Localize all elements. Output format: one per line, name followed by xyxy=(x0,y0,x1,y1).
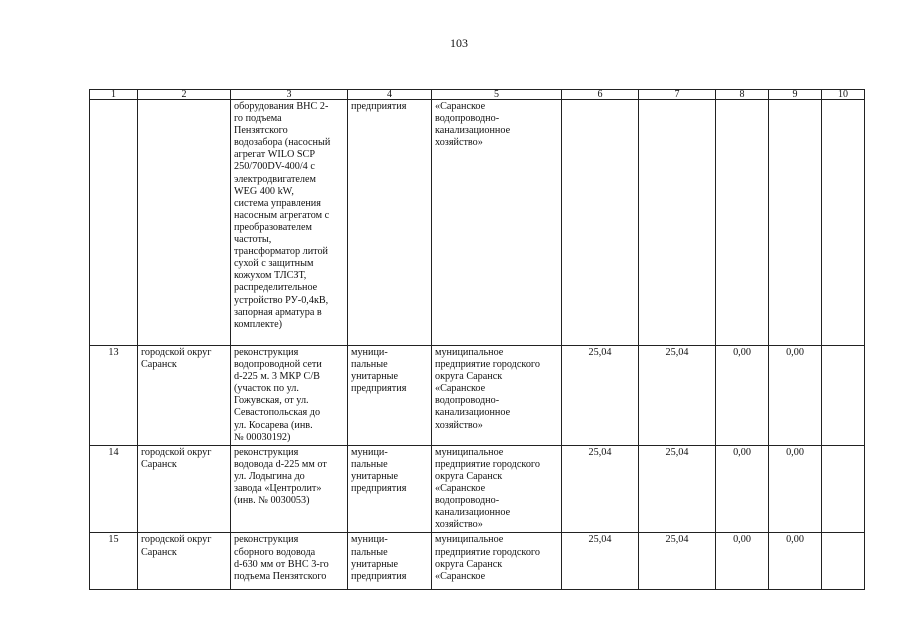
organization-cell: «Саранское водопроводно- канализационное хозяйство» xyxy=(432,100,562,346)
value-cell-7: 25,04 xyxy=(639,533,716,590)
column-number: 4 xyxy=(348,90,432,100)
column-number: 6 xyxy=(562,90,639,100)
value-cell-6: 25,04 xyxy=(562,533,639,590)
column-number: 8 xyxy=(716,90,769,100)
column-number: 3 xyxy=(231,90,348,100)
investment-table xyxy=(89,89,865,590)
column-number: 9 xyxy=(769,90,822,100)
territory-cell: городской округ Саранск xyxy=(138,445,231,533)
object-cell: реконструкция водовода d-225 мм от ул. Лодыгина до завода «Центролит» (инв. № 0030053) xyxy=(231,445,348,533)
page-number: 103 xyxy=(450,36,468,50)
organization-cell: муниципальное предприятие городского округа Саранск «Саранское водопроводно- канализационное хозяйство» xyxy=(432,445,562,533)
owner-type-cell: муници- пальные унитарные предприятия xyxy=(348,533,432,590)
value-cell-7 xyxy=(639,100,716,346)
owner-type-cell: предприятия xyxy=(348,100,432,346)
value-cell-6 xyxy=(562,100,639,346)
territory-cell: городской округ Саранск xyxy=(138,533,231,590)
value-cell-6: 25,04 xyxy=(562,346,639,446)
value-cell-10 xyxy=(822,346,865,446)
object-cell: реконструкция водопроводной сети d-225 м. 3 МКР С/В (участок по ул. Гожувская, от ул. Севастопольская до ул. Косарева (инв. № 00030192) xyxy=(231,346,348,446)
value-cell-8 xyxy=(716,100,769,346)
column-number: 5 xyxy=(432,90,562,100)
territory-cell xyxy=(138,100,231,346)
value-cell-10 xyxy=(822,100,865,346)
value-cell-8: 0,00 xyxy=(716,346,769,446)
table-row xyxy=(90,445,865,533)
row-number-cell: 13 xyxy=(90,346,138,446)
column-number: 7 xyxy=(639,90,716,100)
column-number: 10 xyxy=(822,90,865,100)
value-cell-9: 0,00 xyxy=(769,346,822,446)
value-cell-7: 25,04 xyxy=(639,346,716,446)
owner-type-cell: муници- пальные унитарные предприятия xyxy=(348,445,432,533)
value-cell-8: 0,00 xyxy=(716,533,769,590)
column-number-row xyxy=(90,90,865,100)
value-cell-8: 0,00 xyxy=(716,445,769,533)
value-cell-6: 25,04 xyxy=(562,445,639,533)
column-number: 1 xyxy=(90,90,138,100)
object-cell: реконструкция сборного водовода d-630 мм от ВНС 3-го подъема Пензятского xyxy=(231,533,348,590)
object-cell: оборудования ВНС 2- го подъема Пензятского водозабора (насосный агрегат WILO SCP 250/700DV-400/4 с электродвигателем WEG 400 kW, система управления насосным агрегатом с преобразователем частоты, трансформатор литой сухой с защитным кожухом ТЛСЗТ, распределительное устройство РУ-0,4кВ, запорная арматура в комплекте) xyxy=(231,100,348,346)
territory-cell: городской округ Саранск xyxy=(138,346,231,446)
row-number-cell: 15 xyxy=(90,533,138,590)
column-number: 2 xyxy=(138,90,231,100)
owner-type-cell: муници- пальные унитарные предприятия xyxy=(348,346,432,446)
value-cell-9: 0,00 xyxy=(769,445,822,533)
row-number-cell: 14 xyxy=(90,445,138,533)
table-row xyxy=(90,533,865,590)
organization-cell: муниципальное предприятие городского округа Саранск «Саранское водопроводно- канализационное хозяйство» xyxy=(432,346,562,446)
table-row xyxy=(90,346,865,446)
table-row xyxy=(90,100,865,346)
value-cell-9 xyxy=(769,100,822,346)
value-cell-7: 25,04 xyxy=(639,445,716,533)
value-cell-9: 0,00 xyxy=(769,533,822,590)
value-cell-10 xyxy=(822,533,865,590)
organization-cell: муниципальное предприятие городского округа Саранск «Саранское xyxy=(432,533,562,590)
row-number-cell xyxy=(90,100,138,346)
value-cell-10 xyxy=(822,445,865,533)
